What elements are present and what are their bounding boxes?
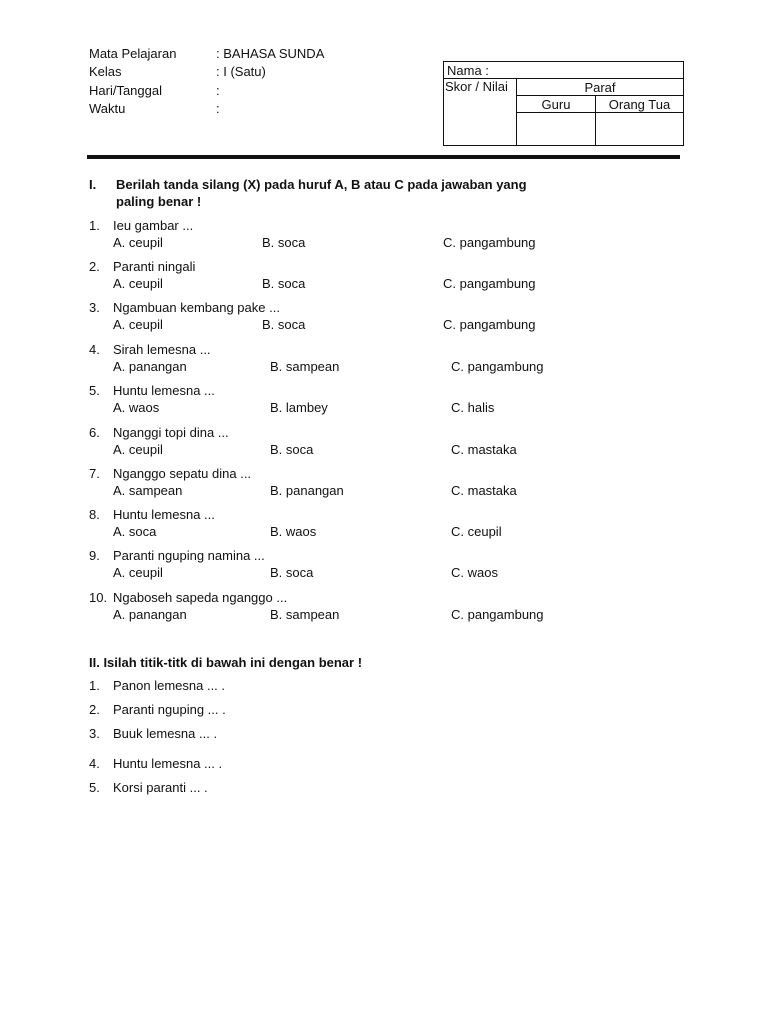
field-value: : I (Satu) xyxy=(216,64,266,79)
option-a[interactable]: A. ceupil xyxy=(113,442,163,457)
field-value: : xyxy=(216,83,220,98)
question-number: 2. xyxy=(89,259,100,274)
field-label: Hari/Tanggal xyxy=(89,83,162,98)
option-c[interactable]: C. pangambung xyxy=(443,235,536,250)
question-text: Nganggo sepatu dina ... xyxy=(113,466,252,481)
fill-item-number: 4. xyxy=(89,756,100,771)
option-b[interactable]: B. soca xyxy=(270,565,314,580)
question-text: Ngaboseh sapeda nganggo ... xyxy=(113,590,288,605)
option-c[interactable]: C. halis xyxy=(451,400,495,415)
question-text: Paranti nguping namina ... xyxy=(113,548,265,563)
fill-item-text: Paranti nguping ... . xyxy=(113,702,226,717)
option-a[interactable]: A. sampean xyxy=(113,483,183,498)
option-c[interactable]: C. waos xyxy=(451,565,498,580)
question-text: Huntu lemesna ... xyxy=(113,383,215,398)
option-a[interactable]: A. ceupil xyxy=(113,276,163,291)
guru-cell: Guru xyxy=(517,96,596,113)
section1-instruction: Berilah tanda silang (X) pada huruf A, B atau C pada jawaban yang xyxy=(116,177,527,192)
orang-tua-sign-cell xyxy=(596,113,684,146)
section1-instruction-cont: paling benar ! xyxy=(116,194,202,209)
option-b[interactable]: B. sampean xyxy=(270,359,340,374)
option-c[interactable]: C. pangambung xyxy=(451,607,544,622)
fill-item-text: Buuk lemesna ... . xyxy=(113,726,218,741)
fill-item-text: Huntu lemesna ... . xyxy=(113,756,223,771)
question-number: 8. xyxy=(89,507,100,522)
question-number: 1. xyxy=(89,218,100,233)
question-text: Ieu gambar ... xyxy=(113,218,194,233)
nama-cell: Nama : xyxy=(444,62,684,79)
question-number: 4. xyxy=(89,342,100,357)
field-label: Waktu xyxy=(89,101,126,116)
score-box xyxy=(443,61,684,146)
option-a[interactable]: A. ceupil xyxy=(113,565,163,580)
question-number: 10. xyxy=(89,590,108,605)
divider xyxy=(87,155,680,159)
option-c[interactable]: C. mastaka xyxy=(451,483,517,498)
option-c[interactable]: C. ceupil xyxy=(451,524,502,539)
option-b[interactable]: B. lambey xyxy=(270,400,328,415)
guru-sign-cell xyxy=(517,113,596,146)
option-b[interactable]: B. soca xyxy=(270,442,314,457)
fill-item-number: 3. xyxy=(89,726,100,741)
option-c[interactable]: C. pangambung xyxy=(451,359,544,374)
question-text: Sirah lemesna ... xyxy=(113,342,211,357)
skor-cell: Skor / Nilai xyxy=(444,79,517,146)
option-b[interactable]: B. sampean xyxy=(270,607,340,622)
option-a[interactable]: A. waos xyxy=(113,400,160,415)
section1-number: I. xyxy=(89,177,97,192)
question-number: 3. xyxy=(89,300,100,315)
option-a[interactable]: A. ceupil xyxy=(113,317,163,332)
question-text: Paranti ningali xyxy=(113,259,196,274)
option-c[interactable]: C. pangambung xyxy=(443,276,536,291)
fill-item-number: 1. xyxy=(89,678,100,693)
fill-item-number: 2. xyxy=(89,702,100,717)
option-a[interactable]: A. panangan xyxy=(113,607,187,622)
question-number: 5. xyxy=(89,383,100,398)
question-number: 9. xyxy=(89,548,100,563)
option-b[interactable]: B. waos xyxy=(270,524,317,539)
option-b[interactable]: B. panangan xyxy=(270,483,344,498)
option-a[interactable]: A. panangan xyxy=(113,359,187,374)
fill-item-text: Korsi paranti ... . xyxy=(113,780,208,795)
option-c[interactable]: C. mastaka xyxy=(451,442,517,457)
option-b[interactable]: B. soca xyxy=(262,276,306,291)
option-a[interactable]: A. soca xyxy=(113,524,157,539)
field-label: Mata Pelajaran xyxy=(89,46,177,61)
paraf-cell: Paraf xyxy=(517,79,684,96)
field-value: : BAHASA SUNDA xyxy=(216,46,325,61)
question-text: Ngambuan kembang pake ... xyxy=(113,300,280,315)
option-a[interactable]: A. ceupil xyxy=(113,235,163,250)
fill-item-number: 5. xyxy=(89,780,100,795)
question-text: Huntu lemesna ... xyxy=(113,507,215,522)
field-label: Kelas xyxy=(89,64,122,79)
field-value: : xyxy=(216,101,220,116)
question-number: 6. xyxy=(89,425,100,440)
question-number: 7. xyxy=(89,466,100,481)
section2-title: II. Isilah titik-titk di bawah ini dengan benar ! xyxy=(89,655,363,670)
orang-tua-cell: Orang Tua xyxy=(596,96,684,113)
question-text: Nganggi topi dina ... xyxy=(113,425,229,440)
fill-item-text: Panon lemesna ... . xyxy=(113,678,226,693)
option-b[interactable]: B. soca xyxy=(262,235,306,250)
option-c[interactable]: C. pangambung xyxy=(443,317,536,332)
option-b[interactable]: B. soca xyxy=(262,317,306,332)
